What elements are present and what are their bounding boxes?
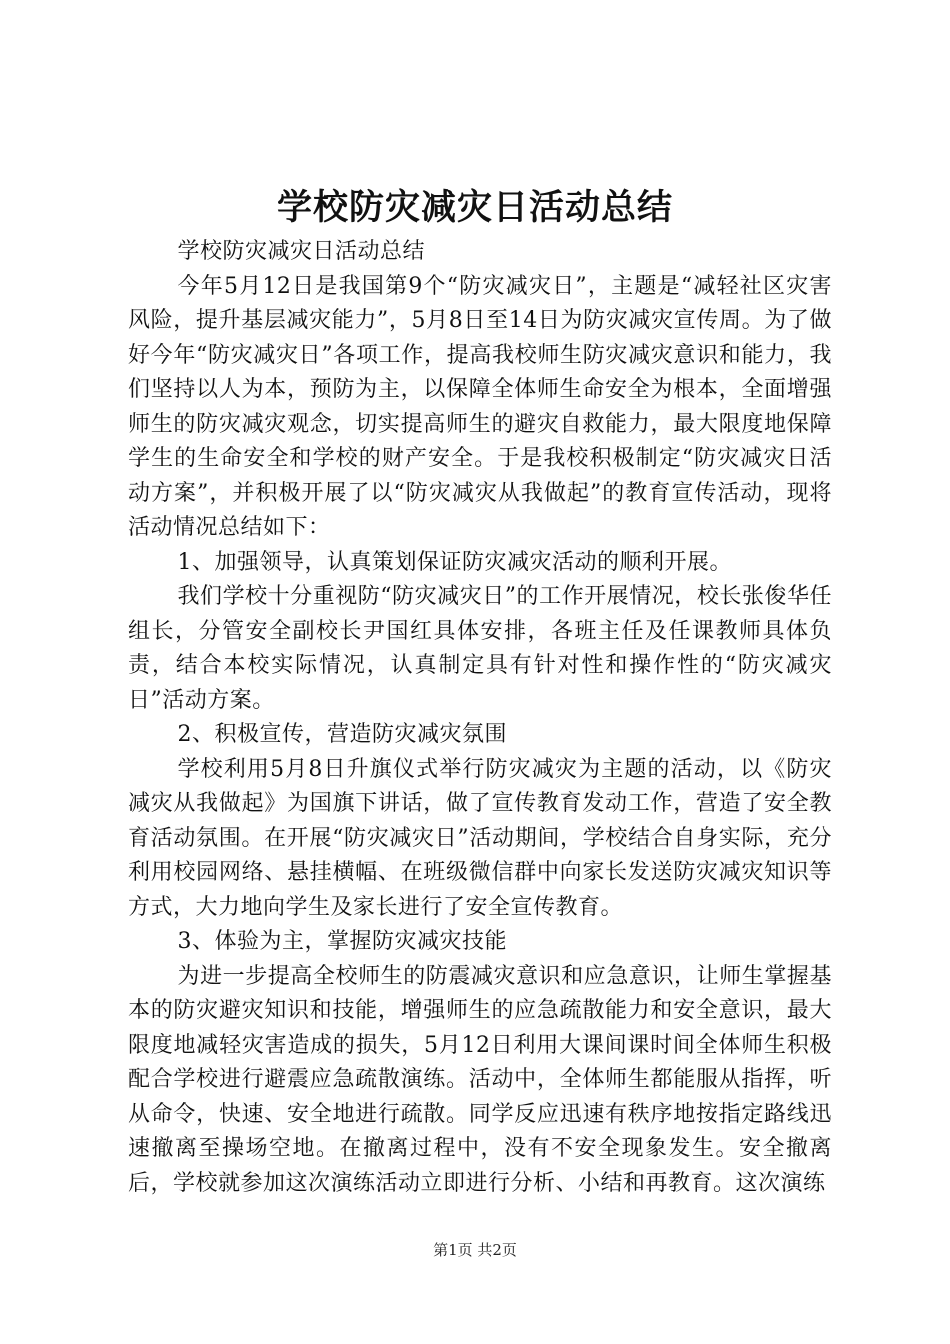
paragraph-intro: 今年5月12日是我国第9个“防灾减灾日”，主题是“减轻社区灾害风险，提升基层减灾能力”，5月8日至14日为防灾减灾宣传周。为了做好今年“防灾减灾日”各项工作，提高我校师生防灾减灾意识和能力，我们坚持以人为本，预防为主，以保障全体师生命安全为根本，全面增强师生的防灾减灾观念，切实提高师生的避灾自救能力，最大限度地保障学生的生命安全和学校的财产安全。于是我校积极制定“防灾减灾日活动方案”，并积极开展了以“防灾减灾从我做起”的教育宣传活动，现将活动情况总结如下： — [128, 273, 832, 540]
section-heading-1: 1、加强领导，认真策划保证防灾减灾活动的顺利开展。 — [177, 549, 732, 575]
paragraph-section-3: 为进一步提高全校师生的防震减灾意识和应急意识，让师生掌握基本的防灾避灾知识和技能，增强师生的应急疏散能力和安全意识，最大限度地减轻灾害造成的损失，5月12日利用大课间课时间全体师生积极配合学校进行避震应急疏散演练。活动中，全体师生都能服从指挥，听从命令，快速、安全地进行疏散。同学反应迅速有秩序地按指定路线迅速撤离至操场空地。在撤离过程中，没有不安全现象发生。安全撤离后，学校就参加这次演练活动立即进行分析、小结和再教育。这次演练 — [128, 963, 832, 1196]
document-title: 学校防灾减灾日活动总结 — [276, 187, 673, 228]
section-heading-2: 2、积极宣传，营造防灾减灾氛围 — [177, 722, 507, 747]
document-body — [128, 235, 832, 1201]
paragraph-subtitle: 学校防灾减灾日活动总结 — [177, 239, 426, 264]
paragraph-section-2: 学校利用5月8日升旗仪式举行防灾减灾为主题的活动，以《防灾减灾从我做起》为国旗下讲话，做了宣传教育发动工作，营造了安全教育活动氛围。在开展“防灾减灾日”活动期间，学校结合自身实际，充分利用校园网络、悬挂横幅、在班级微信群中向家长发送防灾减灾知识等方式，大力地向学生及家长进行了安全宣传教育。 — [128, 756, 832, 920]
section-heading-3: 3、体验为主，掌握防灾减灾技能 — [177, 929, 507, 954]
paragraph-section-1: 我们学校十分重视防“防灾减灾日”的工作开展情况，校长张俊华任组长，分管安全副校长尹国红具体安排，各班主任及任课教师具体负责，结合本校实际情况，认真制定具有针对性和操作性的“防灾减灾日”活动方案。 — [128, 584, 832, 713]
page-number-footer: 第1页 共2页 — [433, 1241, 517, 1259]
